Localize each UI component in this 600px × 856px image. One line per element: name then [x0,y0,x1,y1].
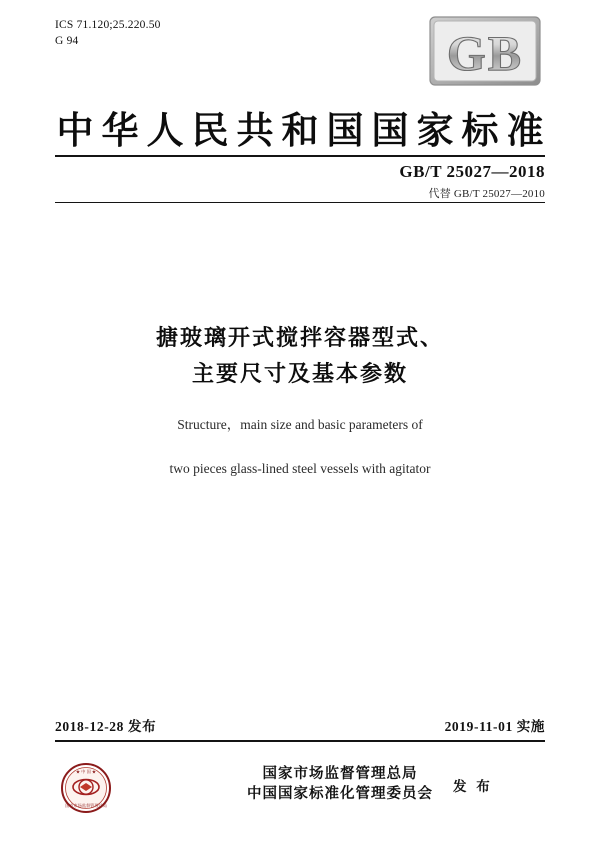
document-title-block [0,320,600,480]
dates-row [55,715,545,735]
cover-header [55,18,545,96]
svg-text:GB: GB [446,25,524,81]
issue-date: 2018-12-28 发布 [55,719,157,734]
ics-classification-block [55,18,161,49]
document-title-cn-line2: 主要尺寸及基本参数 [191,361,408,386]
issuer-line-1: 国家市场监督管理总局 [262,766,418,782]
ics-code: ICS 71.120;25.220.50 [55,19,161,31]
china-standard-classification-code: G 94 [55,35,79,47]
standard-number: GB/T 25027—2018 [399,162,545,181]
standard-number-block [399,162,545,201]
implementation-date: 2019-11-01 实施 [444,719,545,734]
emblem-label: 国家市场监督管理总局 [65,803,107,808]
divider-top [55,155,545,157]
issuer-line-2: 中国国家标准化管理委员会 [247,786,433,802]
divider-below-number [55,202,545,203]
divider-dates [55,740,545,742]
national-emblem-icon [60,762,112,814]
gb-logo-icon [425,14,545,88]
svg-text:★ 中 国 ★: ★ 中 国 ★ [75,769,97,774]
publish-label: 发 布 [453,779,493,794]
document-title-cn-line1: 搪玻璃开式搅拌容器型式、 [155,325,444,350]
replaces-standard: 代替 GB/T 25027—2010 [428,188,545,200]
page-title: 中华人民共和国国家标准 [56,111,552,152]
document-title-en-line1: Structure，main size and basic parameters of [177,417,423,432]
document-title-en-line2: two pieces glass-lined steel vessels with agitator [169,461,431,476]
cover-footer [55,756,545,816]
